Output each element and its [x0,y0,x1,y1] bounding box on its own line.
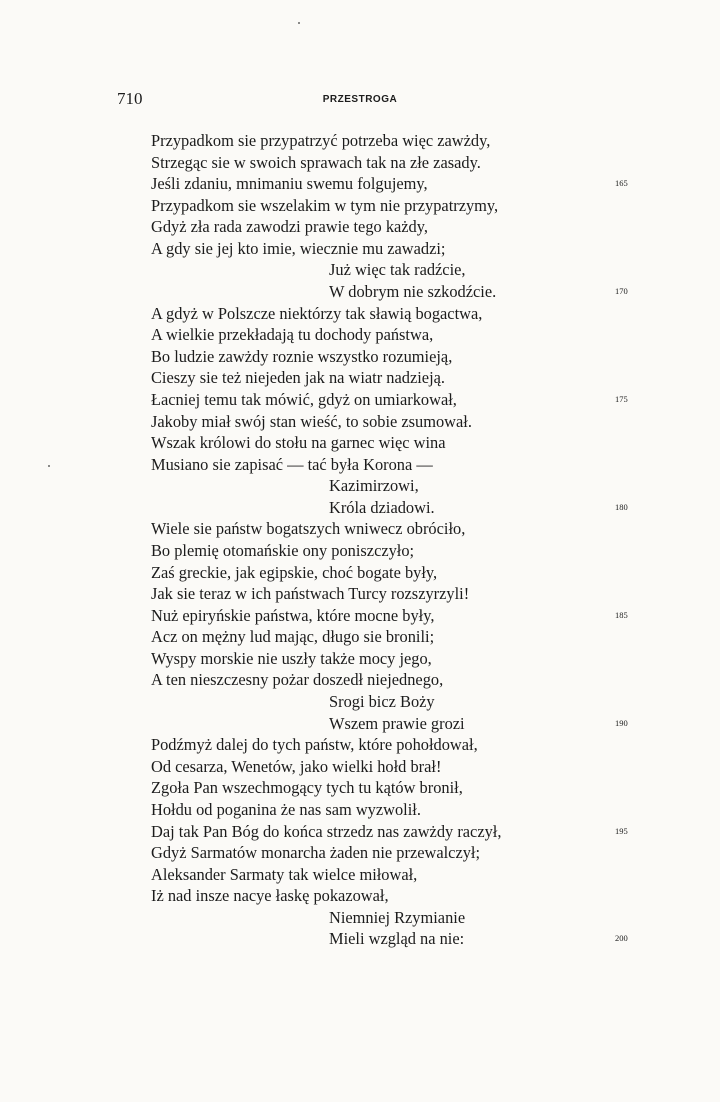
verse-line [151,540,601,562]
line-number: 195 [615,825,628,836]
verse-line [151,324,601,346]
verse-text: A ten nieszczesny pożar doszedł niejednego, [151,670,444,690]
verse-text: Bo plemię otomańskie ony poniszczyło; [151,540,415,560]
verse-text: Srogi bicz Boży [329,692,435,712]
verse-text: W dobrym nie szkodźcie. [329,282,497,302]
verse-line [151,777,601,799]
verse-line [151,411,601,433]
verse-line [151,562,601,584]
verse-text: Przypadkom sie wszelakim w tym nie przypatrzymy, [151,195,499,215]
verse-text: Iż nad insze nacye łaskę pokazował, [151,886,389,906]
verse-line [151,626,601,648]
verse-text: Bo ludzie zawżdy roznie wszystko rozumieją, [151,346,453,366]
line-number: 190 [615,717,628,728]
verse-text: Mieli wzgląd na nie: [329,929,465,949]
verse-text: Niemniej Rzymianie [329,907,466,927]
verse-line [151,605,628,627]
verse-text: Łacniej temu tak mówić, gdyż on umiarkował, [151,389,457,409]
verse-line [151,907,601,929]
verse-line [151,346,601,368]
line-number: 170 [615,286,628,297]
verse-line [151,281,628,303]
verse-text: Nuż epiryńskie państwa, które mocne były, [151,605,435,625]
verse-line [151,842,601,864]
verse-text: Acz on mężny lud mając, długo sie bronili; [151,627,435,647]
poem-text [151,130,628,950]
verse-text: Gdyż Sarmatów monarcha żaden nie przewalczył; [151,843,481,863]
verse-line [151,259,601,281]
verse-line [151,713,628,735]
line-number: 200 [615,933,628,944]
verse-text: Jeśli zdaniu, mnimaniu swemu folgujemy, [151,174,428,194]
verse-line [151,669,601,691]
verse-text: Gdyż zła rada zawodzi prawie tego każdy, [151,217,428,237]
verse-line [151,238,601,260]
verse-line [151,432,601,454]
verse-line [151,130,601,152]
verse-line [151,195,601,217]
verse-line [151,648,601,670]
verse-line [151,518,601,540]
verse-text: Jakoby miał swój stan wieść, to sobie zsumował. [151,411,472,431]
verse-text: Hołdu od poganina że nas sam wyzwolił. [151,799,421,819]
verse-line [151,303,601,325]
verse-line [151,756,601,778]
line-number: 185 [615,609,628,620]
verse-text: Daj tak Pan Bóg do końca strzedz nas zawżdy raczył, [151,821,502,841]
verse-line [151,864,601,886]
verse-text: Musiano sie zapisać — tać była Korona — [151,454,433,474]
verse-text: Wyspy morskie nie uszły także mocy jego, [151,648,432,668]
line-number: 180 [615,501,628,512]
page-number: 710 [117,89,143,108]
verse-text: Wszak królowi do stołu na garnec więc wina [151,433,446,453]
verse-line [151,152,601,174]
verse-line [151,367,601,389]
verse-text: Przypadkom sie przypatrzyć potrzeba więc zawżdy, [151,131,491,150]
verse-text: Zaś greckie, jak egipskie, choć bogate były, [151,562,438,582]
verse-line [151,389,628,411]
verse-line [151,454,601,476]
verse-line [151,497,628,519]
verse-line [151,821,628,843]
line-number: 175 [615,393,628,404]
paper-speck [298,22,300,24]
verse-line [151,691,601,713]
verse-line [151,734,601,756]
verse-text: A gdyż w Polszcze niektórzy tak sławią bogactwa, [151,303,483,323]
verse-text: Cieszy sie też niejeden jak na wiatr nadzieją. [151,368,445,388]
running-title: PRZESTROGA [322,94,398,105]
verse-line [151,799,601,821]
verse-text: Wiele sie państw bogatszych wniwecz obróciło, [151,519,466,539]
verse-line [151,928,628,950]
verse-text: Już więc tak radźcie, [329,260,466,280]
line-number: 165 [615,178,628,189]
paper-speck [48,465,50,467]
verse-text: Kazimirzowi, [329,476,419,496]
verse-text: Króla dziadowi. [329,497,435,517]
verse-line [151,885,601,907]
verse-text: Zgoła Pan wszechmogący tych tu kątów bronił, [151,778,463,798]
verse-line [151,583,601,605]
verse-line [151,173,628,195]
verse-text: Wszem prawie grozi [329,713,465,733]
verse-text: Aleksander Sarmaty tak wielce miłował, [151,864,418,884]
verse-text: Jak sie teraz w ich państwach Turcy rozszyrzyli! [151,584,470,604]
verse-text: A gdy sie jej kto imie, wiecznie mu zawadzi; [151,238,446,258]
verse-text: Podźmyż dalej do tych państw, które pohołdował, [151,735,478,755]
verse-text: Od cesarza, Wenetów, jako wielki hołd brał! [151,756,442,776]
verse-line [151,216,601,238]
verse-text: A wielkie przekładają tu dochody państwa, [151,325,434,345]
verse-line [151,475,601,497]
verse-text: Strzegąc sie w swoich sprawach tak na złe zasady. [151,152,481,172]
